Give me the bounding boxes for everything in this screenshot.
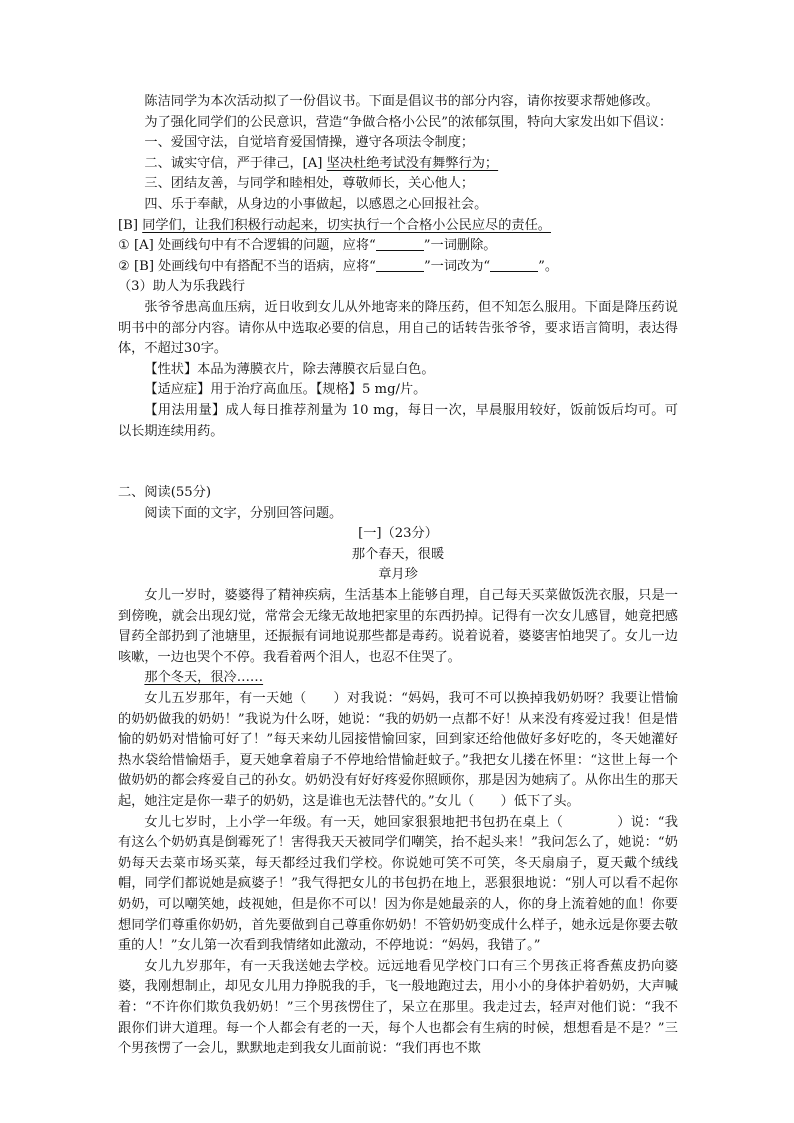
story-paragraph-1: 女儿一岁时，婆婆得了精神疾病，生活基本上能够自理，自己每天买菜做饭洗衣服，只是一到傍晚，就会出现幻觉，常常会无缘无故地把家里的东西扔掉。记得有一次女儿感冒，她竟把感冒药全部扔到了池塘里，还振振有词地说那些都是毒药。说着说着，婆婆害怕地哭了。女儿一边咳嗽，一边也哭个不停。我看着两个泪人，也忍不住哭了。	[118, 588, 678, 665]
proposal-item-3: 三、团结友善，与同学和睦相处，尊敬师长，关心他人；	[144, 176, 475, 192]
question-1	[118, 236, 678, 257]
instructions-property: 【性状】本品为薄膜衣片，除去薄膜衣后显白色。	[144, 361, 435, 377]
marker-a: [A]	[302, 155, 323, 171]
proposal-item-4: 四、乐于奉献，从身边的小事做起，以感恩之心回报社会。	[144, 196, 488, 212]
part-1-label: [一]（23分）	[358, 526, 438, 542]
instructions-indication: 【适应症】用于治疗高血压。【规格】5 mg/片。	[144, 382, 427, 398]
story-title: 那个春天，很暖	[351, 546, 445, 562]
answer-blank-3[interactable]	[490, 257, 538, 272]
question-2-prefix: ② [B] 处画线句中有搭配不当的语病，应将“	[118, 258, 376, 274]
proposal-item-2	[118, 154, 678, 175]
question-1-suffix: ”一词删除。	[423, 238, 497, 254]
marker-b: [B]	[118, 217, 138, 233]
story-author: 章月珍	[378, 567, 418, 583]
section-2-instructions: 阅读下面的文字，分别回答问题。	[144, 505, 343, 521]
section-gap	[118, 442, 678, 483]
question-3-title: （3）助人为乐我践行	[118, 279, 246, 295]
section-2-title: 二、阅读(55分)	[118, 485, 212, 501]
story-paragraph-4: 女儿七岁时，上小学一年级。有一天，她回家狠狠地把书包扔在桌上（ ）说：“我有这么个奶奶真是倒霉死了！害得我天天被同学们嘲笑，抬不起头来！”我问怎么了，她说：“奶奶每天去菜市场买菜，每天都经过我们学校。你说她可笑不可笑，冬天扇扇子，夏天戴个绒线帽，同学们都说她是疯婆子！”我气得把女儿的书包扔在地上，恶狠狠地说：“别人可以看不起你奶奶，可以嘲笑她，歧视她，但是你不可以！因为你是她最亲的人，你的身上流着她的血！你要想同学们尊重你奶奶，首先要做到自己尊重你奶奶！不管奶奶变成什么样子，她永远是你要去敬重的人！”女儿第一次看到我情绪如此激动，不停地说：“妈妈，我错了。”	[118, 814, 678, 954]
answer-blank-1[interactable]	[376, 236, 424, 251]
story-paragraph-3: 女儿五岁那年，有一天她（ ）对我说：“妈妈，我可不可以换掉我奶奶呀？我要让惜愉的奶奶做我的奶奶！”我说为什么呀，她说：“我的奶奶一点都不好！从来没有疼爱过我！但是惜愉的奶奶对惜愉可好了！”每天来幼儿园接惜愉回家，回到家还给他做好多好吃的，冬天她灌好热水袋给惜愉焐手，夏天她拿着扇子不停地给惜愉赶蚊子。”我把女儿搂在怀里：“这世上每一个做奶奶的都会疼爱自己的孙女。奶奶没有好好疼爱你照顾你，那是因为她病了。从你出生的那天起，她注定是你一辈子的奶奶，这是谁也无法替代的。”女儿（ ）低下了头。	[118, 691, 678, 809]
document-page	[118, 92, 678, 1060]
question-2-mid: ”一词改为“	[423, 258, 491, 274]
proposal-closing	[118, 216, 678, 237]
proposal-intro: 为了强化同学们的公民意识，营造“争做合格小公民”的浓郁氛围，特向大家发出如下倡议：	[144, 114, 673, 130]
question-3-text: 张爷爷患高血压病，近日收到女儿从外地寄来的降压药，但不知怎么服用。下面是降压药说明书中的部分内容。请你从中选取必要的信息，用自己的话转告张爷爷，要求语言简明，表达得体，不超过30字。	[118, 299, 678, 357]
underlined-sentence-b: 同学们，让我们积极行动起来，切实执行一个合格小公民应尽的责任。	[142, 217, 551, 233]
underlined-sentence-a: 坚决杜绝考试没有舞弊行为；	[326, 155, 499, 171]
question-1-prefix: ① [A] 处画线句中有不合逻辑的问题，应将“	[118, 238, 376, 254]
intro-paragraph: 陈洁同学为本次活动拟了一份倡议书。下面是倡议书的部分内容，请你按要求帮她修改。	[144, 94, 659, 109]
story-paragraph-5: 女儿九岁那年，有一天我送她去学校。远远地看见学校门口有三个男孩正将香蕉皮扔向婆婆，我刚想制止，却见女儿用力挣脱我的手，飞一般地跑过去，用小小的身体护着奶奶，大声喊着：“不许你们欺负我奶奶！”三个男孩愣住了，呆立在那里。我走过去，轻声对他们说：“我不跟你们讲大道理。每一个人都会有老的一天，每个人也都会有生病的时候，想想看是不是？”三个男孩愣了一会儿，默默地走到我女儿面前说：“我们再也不欺	[118, 958, 678, 1057]
instructions-dosage: 【用法用量】成人每日推荐剂量为 10 mg，每日一次，早晨服用较好，饭前饭后均可。可以长期连续用药。	[118, 402, 678, 439]
story-paragraph-2	[118, 668, 678, 689]
question-2	[118, 257, 678, 278]
question-2-suffix: ”。	[538, 258, 559, 274]
answer-blank-2[interactable]	[376, 257, 424, 272]
proposal-item-2-text: 二、诚实守信，严于律己，	[144, 155, 303, 171]
underlined-winter-line: 那个冬天，很冷……	[144, 670, 264, 686]
proposal-item-1: 一、爱国守法，自觉培育爱国情操，遵守各项法令制度；	[144, 135, 475, 151]
